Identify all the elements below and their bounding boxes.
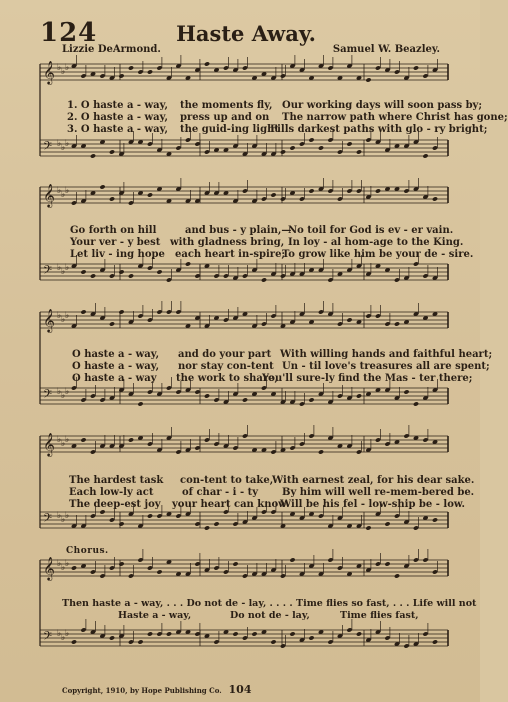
- lyric-s3-v1-a: O haste a - way,: [72, 349, 160, 360]
- lyric-s4-v1-a: The hardest task: [69, 475, 164, 486]
- chorus-echo-1: Haste a - way,: [118, 610, 192, 621]
- note-head: [118, 561, 124, 566]
- lyric-s1-v1-c: Our working days will soon pass by;: [282, 100, 483, 111]
- flat-sign-icon: ♭: [57, 63, 62, 73]
- lyric-s3-v3-c: You'll sure-ly find the Mas - ter there;: [262, 373, 473, 384]
- flat-sign-icon: ♭: [65, 435, 70, 445]
- chorus-label: Chorus.: [66, 546, 109, 556]
- note-head: [356, 631, 362, 636]
- note-head: [384, 521, 390, 526]
- note-head: [99, 509, 105, 514]
- note-head: [318, 145, 324, 150]
- note-head: [261, 277, 267, 282]
- flat-sign-icon: ♭: [65, 629, 70, 639]
- note-head: [413, 401, 419, 406]
- chorus-echo-3: Time flies fast,: [340, 610, 419, 621]
- lyric-s2-v1-b: and bus - y plain,—: [185, 225, 292, 236]
- lyric-s4-v3-b: your heart can know: [172, 499, 287, 510]
- flat-sign-icon: ♭: [61, 391, 66, 401]
- note-head: [137, 401, 143, 406]
- note-head: [204, 393, 210, 398]
- note-head: [204, 525, 210, 530]
- lyric-s4-v1-b: con-tent to take,: [180, 475, 274, 486]
- note-head: [147, 69, 153, 74]
- note-head: [432, 196, 438, 201]
- lyric-s3-v1-c: With willing hands and faithful heart;: [280, 349, 493, 360]
- lyric-s2-v1-c: No toil for God is ev - er vain.: [288, 225, 454, 236]
- note-head: [156, 569, 162, 574]
- flat-sign-icon: ♭: [57, 559, 62, 569]
- note-head: [432, 517, 438, 522]
- flat-sign-icon: ♭: [61, 439, 66, 449]
- note-head: [118, 269, 124, 274]
- page-number: 104: [228, 683, 252, 696]
- note-head: [403, 389, 409, 394]
- flat-sign-icon: ♭: [61, 143, 66, 153]
- lyric-s2-v3-c: To grow like him be your de - sire.: [282, 249, 474, 260]
- note-head: [147, 631, 153, 636]
- flat-sign-icon: ♭: [61, 67, 66, 77]
- flat-sign-icon: ♭: [57, 139, 62, 149]
- treble-clef-icon: 𝄞: [43, 556, 55, 580]
- note-head: [99, 184, 105, 189]
- note-head: [185, 261, 191, 266]
- lyric-s1-v3-b: the guid-ing light: [180, 124, 279, 135]
- note-head: [71, 565, 77, 570]
- flat-sign-icon: ♭: [57, 263, 62, 273]
- treble-clef-icon: 𝄞: [43, 432, 55, 456]
- note-head: [109, 149, 115, 154]
- note-head: [118, 73, 124, 78]
- bass-clef-icon: 𝄢: [43, 264, 53, 280]
- lyric-s3-v2-a: O haste a - way,: [72, 361, 160, 372]
- flat-sign-icon: ♭: [65, 63, 70, 73]
- lyric-s1-v2-c: The narrow path where Christ has gone;: [282, 112, 508, 123]
- note-head: [356, 149, 362, 154]
- flat-sign-icon: ♭: [57, 629, 62, 639]
- note-head: [80, 269, 86, 274]
- note-head: [251, 631, 257, 636]
- note-head: [128, 437, 134, 442]
- lyric-s2-v2-a: Your ver - y best: [70, 237, 161, 248]
- lyric-s2-v1-a: Go forth on hill: [70, 225, 157, 236]
- lyricist-credit: Lizzie DeArmond.: [62, 44, 161, 55]
- note-head: [318, 449, 324, 454]
- lyric-s1-v2-b: press up and on: [180, 112, 270, 123]
- note-head: [270, 192, 276, 197]
- note-head: [90, 273, 96, 278]
- bass-clef-icon: 𝄢: [43, 512, 53, 528]
- flat-sign-icon: ♭: [61, 515, 66, 525]
- note-head: [289, 145, 295, 150]
- flat-sign-icon: ♭: [61, 267, 66, 277]
- note-head: [71, 639, 77, 644]
- note-head: [365, 77, 371, 82]
- lyric-s1-v2-a: 2. O haste a - way,: [67, 112, 168, 123]
- copyright-notice: Copyright, 1910, by Hope Publishing Co.: [62, 686, 222, 695]
- flat-sign-icon: ♭: [65, 186, 70, 196]
- note-head: [128, 65, 134, 70]
- lyric-s4-v2-b: of char - i - ty: [182, 487, 259, 498]
- note-head: [289, 631, 295, 636]
- note-head: [422, 153, 428, 158]
- lyric-s3-v3-a: O haste a - way: [72, 373, 157, 384]
- lyric-s3-v1-b: and do your part: [178, 349, 272, 360]
- bass-clef-icon: 𝄢: [43, 140, 53, 156]
- flat-sign-icon: ♭: [57, 186, 62, 196]
- lyric-s2-v3-a: Let liv - ing hope: [70, 249, 165, 260]
- note-head: [375, 188, 381, 193]
- composer-credit: Samuel W. Beazley.: [332, 44, 440, 55]
- flat-sign-icon: ♭: [65, 387, 70, 397]
- lyric-s1-v3-c: Fills darkest paths with glo - ry bright;: [270, 124, 488, 135]
- note-head: [384, 561, 390, 566]
- lyric-s2-v2-b: with gladness bring,: [170, 237, 285, 248]
- note-head: [128, 273, 134, 278]
- lyric-s4-v3-c: Will be his fel - low-ship be - low.: [280, 499, 465, 510]
- note-head: [80, 309, 86, 314]
- note-head: [413, 65, 419, 70]
- note-head: [80, 437, 86, 442]
- note-head: [270, 639, 276, 644]
- note-head: [109, 196, 115, 201]
- note-head: [109, 635, 115, 640]
- treble-clef-icon: 𝄞: [43, 308, 55, 332]
- bass-clef-icon: 𝄢: [43, 630, 53, 646]
- note-head: [213, 521, 219, 526]
- flat-sign-icon: ♭: [65, 511, 70, 521]
- hymn-title: Haste Away.: [176, 21, 316, 46]
- note-head: [308, 397, 314, 402]
- lyric-s4-v1-c: With earnest zeal, for his dear sake.: [272, 475, 475, 486]
- chorus-echo-2: Do not de - lay,: [230, 610, 310, 621]
- flat-sign-icon: ♭: [61, 633, 66, 643]
- lyric-s3-v2-c: Un - til love's treasures all are spent;: [282, 361, 490, 372]
- lyric-s4-v2-c: By him will well re-mem-bered be.: [282, 487, 475, 498]
- hymn-number: 124: [40, 18, 98, 48]
- note-head: [118, 521, 124, 526]
- flat-sign-icon: ♭: [65, 263, 70, 273]
- note-head: [232, 561, 238, 566]
- note-head: [137, 639, 143, 644]
- note-head: [356, 393, 362, 398]
- treble-clef-icon: 𝄞: [43, 60, 55, 84]
- bass-clef-icon: 𝄢: [43, 388, 53, 404]
- flat-sign-icon: ♭: [61, 563, 66, 573]
- note-head: [156, 269, 162, 274]
- lyric-s4-v2-a: Each low-ly act: [69, 487, 154, 498]
- note-head: [365, 525, 371, 530]
- lyric-s1-v1-a: 1. O haste a - way,: [67, 100, 168, 111]
- lyric-s3-v2-b: nor stay con-tent: [178, 361, 274, 372]
- lyric-s1-v1-b: the moments fly,: [180, 100, 273, 111]
- note-head: [289, 557, 295, 562]
- note-head: [308, 635, 314, 640]
- note-head: [280, 149, 286, 154]
- note-head: [204, 61, 210, 66]
- flat-sign-icon: ♭: [57, 387, 62, 397]
- note-head: [90, 153, 96, 158]
- lyric-s4-v3-a: The deep-est joy: [69, 499, 161, 510]
- note-head: [394, 573, 400, 578]
- note-head: [109, 321, 115, 326]
- lyric-s2-v2-c: In loy - al hom-age to the King.: [288, 237, 464, 248]
- note-head: [432, 639, 438, 644]
- note-head: [147, 513, 153, 518]
- note-head: [147, 192, 153, 197]
- lyric-s2-v3-b: each heart in-spire;: [175, 249, 286, 260]
- flat-sign-icon: ♭: [57, 311, 62, 321]
- treble-clef-icon: 𝄞: [43, 183, 55, 207]
- note-head: [394, 321, 400, 326]
- flat-sign-icon: ♭: [57, 511, 62, 521]
- lyric-s1-v3-a: 3. O haste a - way,: [67, 124, 168, 135]
- note-head: [308, 188, 314, 193]
- note-head: [346, 317, 352, 322]
- note-head: [308, 137, 314, 142]
- flat-sign-icon: ♭: [65, 311, 70, 321]
- flat-sign-icon: ♭: [65, 559, 70, 569]
- flat-sign-icon: ♭: [57, 435, 62, 445]
- flat-sign-icon: ♭: [61, 315, 66, 325]
- flat-sign-icon: ♭: [65, 139, 70, 149]
- note-head: [242, 397, 248, 402]
- note-head: [118, 309, 124, 314]
- lyric-s3-v3-b: the work to share,: [176, 373, 278, 384]
- note-head: [232, 631, 238, 636]
- flat-sign-icon: ♭: [61, 190, 66, 200]
- chorus-lyric-line: Then haste a - way, . . . Do not de - lay, . . . . Time flies so fast, . . . Life will not: [62, 598, 477, 609]
- note-head: [346, 141, 352, 146]
- note-head: [166, 631, 172, 636]
